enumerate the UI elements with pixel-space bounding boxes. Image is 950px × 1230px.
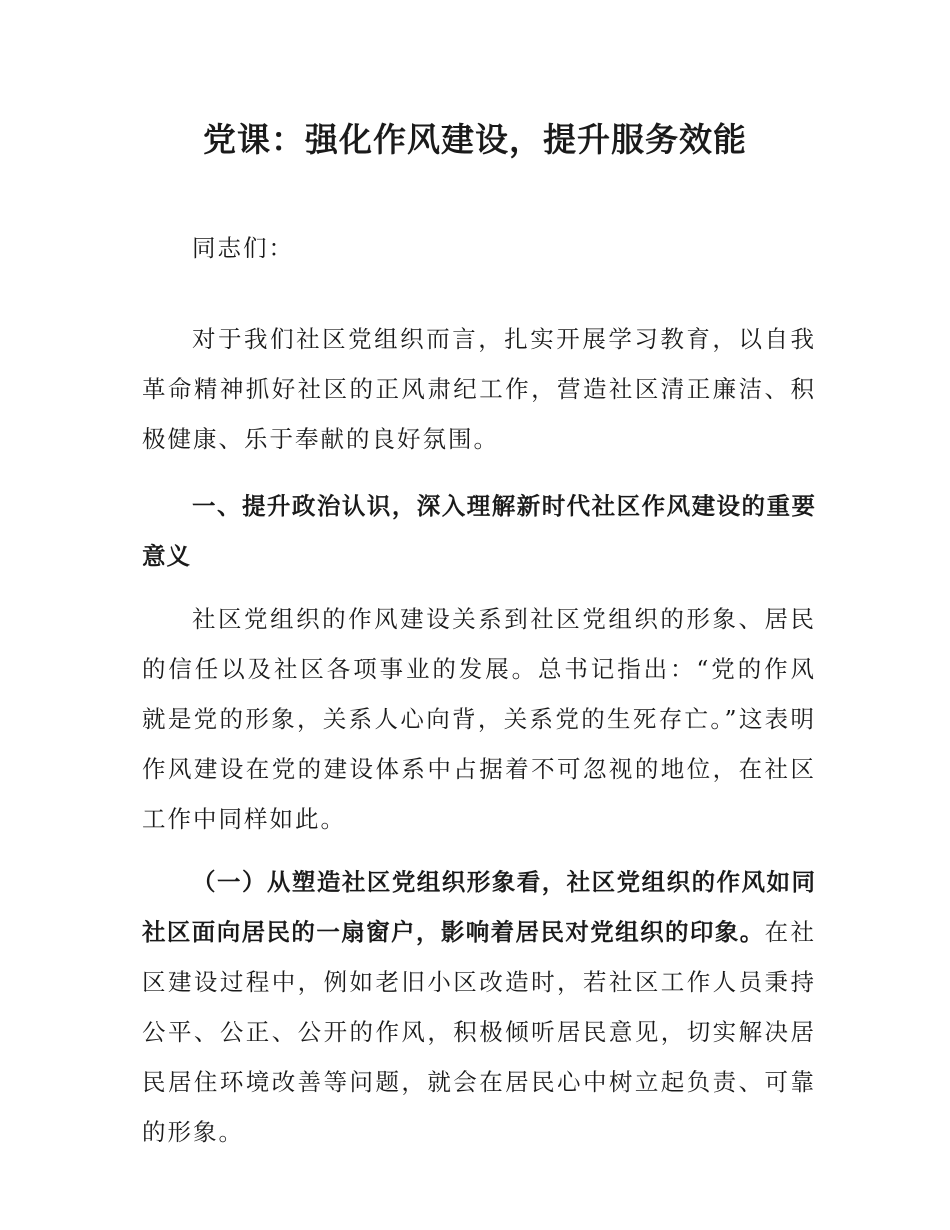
document-title: 党课：强化作风建设，提升服务效能: [203, 120, 747, 159]
paragraph-subsection-1: [142, 857, 816, 1157]
section-heading-1: 一、提升政治认识，深入理解新时代社区作风建设的重要意义: [142, 492, 816, 570]
paragraph-intro: 对于我们社区党组织而言，扎实开展学习教育，以自我革命精神抓好社区的正风肃纪工作，营造社区清正廉洁、积极健康、乐于奉献的良好氛围。: [142, 325, 816, 453]
paragraph-significance: 社区党组织的作风建设关系到社区党组织的形象、居民的信任以及社区各项事业的发展。总书记指出：“党的作风就是党的形象，关系人心向背，关系党的生死存亡。”这表明作风建设在党的建设体系中占据着不可忽视的地位，在社区工作中同样如此。: [142, 605, 816, 833]
subsection-1-body: 在社区建设过程中，例如老旧小区改造时，若社区工作人员秉持公平、公正、公开的作风，积极倾听居民意见，切实解决居民居住环境改善等问题，就会在居民心中树立起负责、可靠的形象。: [142, 918, 817, 1146]
subsection-1-lead: （一）从塑造社区党组织形象看，社区党组织的作风如同社区面向居民的一扇窗户，影响着居民对党组织的印象。: [142, 868, 816, 946]
salutation: 同志们：: [192, 234, 294, 262]
